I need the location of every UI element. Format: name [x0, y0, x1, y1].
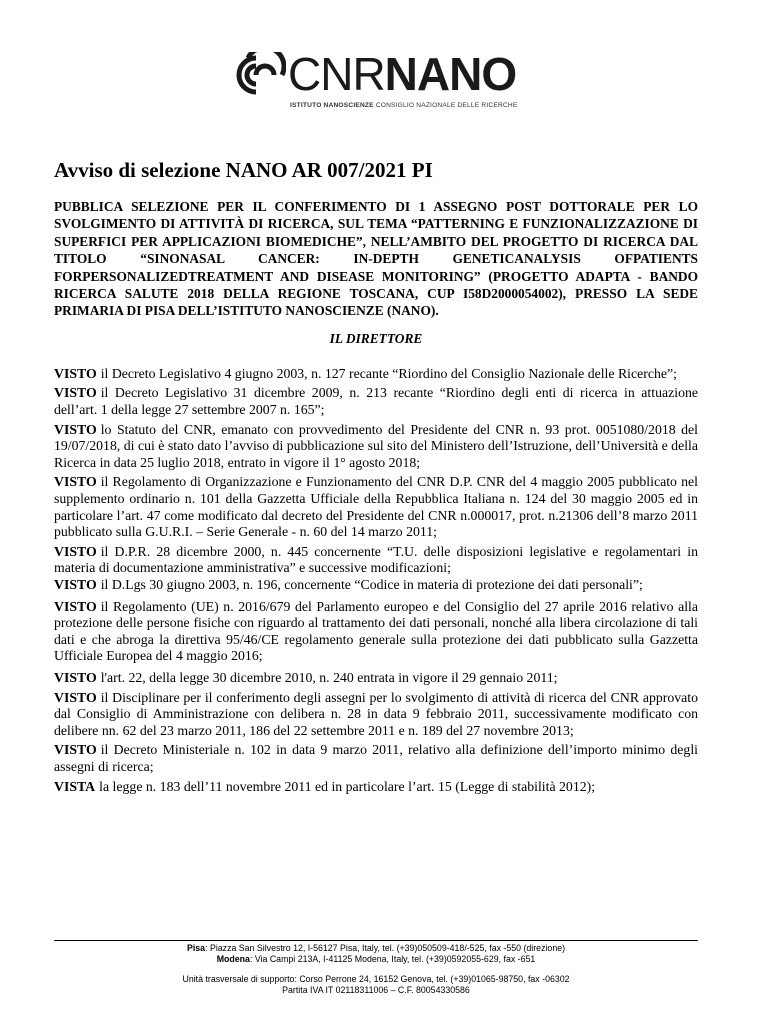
recital-item: [54, 544, 698, 577]
recital-text: il Regolamento (UE) n. 2016/679 del Parlamento europeo e del Consiglio del 27 aprile 2016 relativo alla protezione delle persone fisiche con riguardo al trattamento dei dati personali, nonché alla libera circolazione di tali dati e che abroga la direttiva 95/46/CE regolamento generale sulla protezione dei dati pubblicato sulla Gazzetta Ufficiale Europea del 4 maggio 2016;: [54, 598, 698, 664]
logo-wordmark-nano: NANO: [384, 48, 517, 100]
recital-item: [54, 599, 698, 665]
cnr-nano-logo: [226, 48, 526, 116]
recital-keyword: VISTA: [54, 778, 96, 794]
logo-subtitle-institute: ISTITUTO NANOSCIENZE: [290, 102, 374, 109]
footer-spacer: [54, 965, 698, 974]
recital-item: [54, 422, 698, 472]
footer-pisa-text: : Piazza San Silvestro 12, I-56127 Pisa, Italy, tel. (+39)050509-418/-525, fax -550 (direzione): [205, 943, 566, 953]
recital-item: [54, 577, 698, 594]
recital-item: [54, 690, 698, 740]
footer-pisa-address: [54, 943, 698, 954]
recital-keyword: VISTO: [54, 742, 97, 758]
recital-keyword: VISTO: [54, 689, 97, 705]
recital-text: il Decreto Legislativo 31 dicembre 2009, n. 213 recante “Riordino degli enti di ricerca in attuazione dell’art. 1 della legge 27 settembre 2007 n. 165”;: [54, 385, 698, 418]
recital-text: il D.P.R. 28 dicembre 2000, n. 445 concernente “T.U. delle disposizioni legislative e regolamentari in materia di documentazione amministrativa” e successive modificazioni;: [54, 543, 698, 576]
footer-pisa-label: Pisa: [186, 943, 206, 953]
recital-keyword: VISTO: [54, 385, 97, 401]
recital-keyword: VISTO: [54, 576, 97, 592]
recital-keyword: VISTO: [54, 598, 97, 614]
recital-text: il Decreto Ministeriale n. 102 in data 9 marzo 2011, relativo alla definizione dell’importo minimo degli assegni di ricerca;: [54, 742, 698, 774]
recital-item: [54, 670, 698, 687]
document-body: [54, 156, 698, 798]
page-footer: [54, 940, 698, 996]
recital-text: lo Statuto del CNR, emanato con provvedimento del Presidente del CNR n. 93 prot. 0051080/2018 del 19/07/2018, di cui è stato dato l’avviso di pubblicazione sul sito del Ministero dell’Istruzione, dell’Università e della Ricerca in data 25 luglio 2018, entrato in vigore il 1° agosto 2018;: [54, 421, 698, 470]
recital-item: [54, 742, 698, 775]
footer-modena-label: Modena: [216, 954, 250, 964]
logo-subtitle-council: CONSIGLIO NAZIONALE DELLE RICERCHE: [375, 102, 518, 109]
recital-keyword: VISTO: [54, 669, 97, 685]
recital-text: l'art. 22, della legge 30 dicembre 2010, n. 240 entrata in vigore il 29 gennaio 2011;: [100, 669, 558, 685]
director-heading: IL DIRETTORE: [329, 330, 423, 346]
recital-keyword: VISTO: [54, 421, 97, 437]
footer-modena-text: : Via Campi 213A, I-41125 Modena, Italy, tel. (+39)0592055-629, fax -651: [249, 954, 536, 964]
recital-item: [54, 474, 698, 540]
footer-modena-address: [54, 954, 698, 965]
recital-item: [54, 779, 698, 796]
recital-text: il Decreto Legislativo 4 giugno 2003, n. 127 recante “Riordino del Consiglio Nazionale delle Ricerche”;: [100, 365, 677, 381]
selection-subject: PUBBLICA SELEZIONE PER IL CONFERIMENTO DI 1 ASSEGNO POST DOTTORALE PER LO SVOLGIMENTO DI ATTIVITÀ DI RICERCA, SUL TEMA “PATTERNING E FUNZIONALIZZAZIONE DI SUPERFICI PER APPLICAZIONI BIOMEDICHE”, NELL’AMBITO DEL PROGETTO DI RICERCA DAL TITOLO “SINONASAL CANCER: IN-DEPTH GENETICANALYSIS OFPATIENTS FORPERSONALIZEDTREATMENT AND DISEASE MONITORING” (PROGETTO ADAPTA - BANDO RICERCA SALUTE 2018 DELLA REGIONE TOSCANA, CUP I58D2000054002), PRESSO LA SEDE PRIMARIA DI PISA DELL’ISTITUTO NANOSCIENZE (NANO).: [54, 199, 698, 319]
recital-item: [54, 385, 698, 418]
footer-support-unit: Unità trasversale di supporto: Corso Perrone 24, 16152 Genova, tel. (+39)01065-98750, fax -06302: [182, 974, 570, 984]
recital-text: il D.Lgs 30 giugno 2003, n. 196, concernente “Codice in materia di protezione dei dati personali”;: [100, 576, 643, 592]
recitals-list: [54, 366, 698, 795]
recital-item: [54, 366, 698, 383]
document-title: Avviso di selezione NANO AR 007/2021 PI: [54, 158, 433, 182]
recital-text: il Disciplinare per il conferimento degli assegni per lo svolgimento di attività di ricerca del CNR approvato dal Consiglio di Amministrazione con delibera n. 28 in data 9 febbraio 2011, successivamente modificato con delibere nn. 62 del 23 marzo 2011, 186 del 22 settembre 2011 e n. 189 del 27 novembre 2013;: [54, 689, 698, 738]
logo-wordmark-cnr: CNR: [288, 48, 385, 100]
recital-text: la legge n. 183 dell’11 novembre 2011 ed in particolare l’art. 15 (Legge di stabilità 2012);: [99, 778, 596, 794]
footer-vat: Partita IVA IT 02118311006 – C.F. 80054330586: [282, 985, 470, 995]
recital-keyword: VISTO: [54, 365, 97, 381]
recital-keyword: VISTO: [54, 543, 97, 559]
logo-subtitle: [290, 102, 517, 109]
recital-text: il Regolamento di Organizzazione e Funzionamento del CNR D.P. CNR del 4 maggio 2005 pubblicato nel supplemento ordinario n. 101 della Gazzetta Ufficiale della Repubblica Italiana n. 124 del 30 maggio 2005 ed in particolare l’art. 47 come modificato dal decreto del Presidente del CNR n.000017, prot. n.21306 dell’8 marzo 2011 pubblicato sulla G.U.R.I. – Serie Generale - n. 60 del 14 marzo 2011;: [54, 474, 698, 540]
logo-wordmark: [288, 48, 516, 100]
cnr-logo-mark-icon: [226, 52, 286, 98]
recital-keyword: VISTO: [54, 474, 97, 490]
